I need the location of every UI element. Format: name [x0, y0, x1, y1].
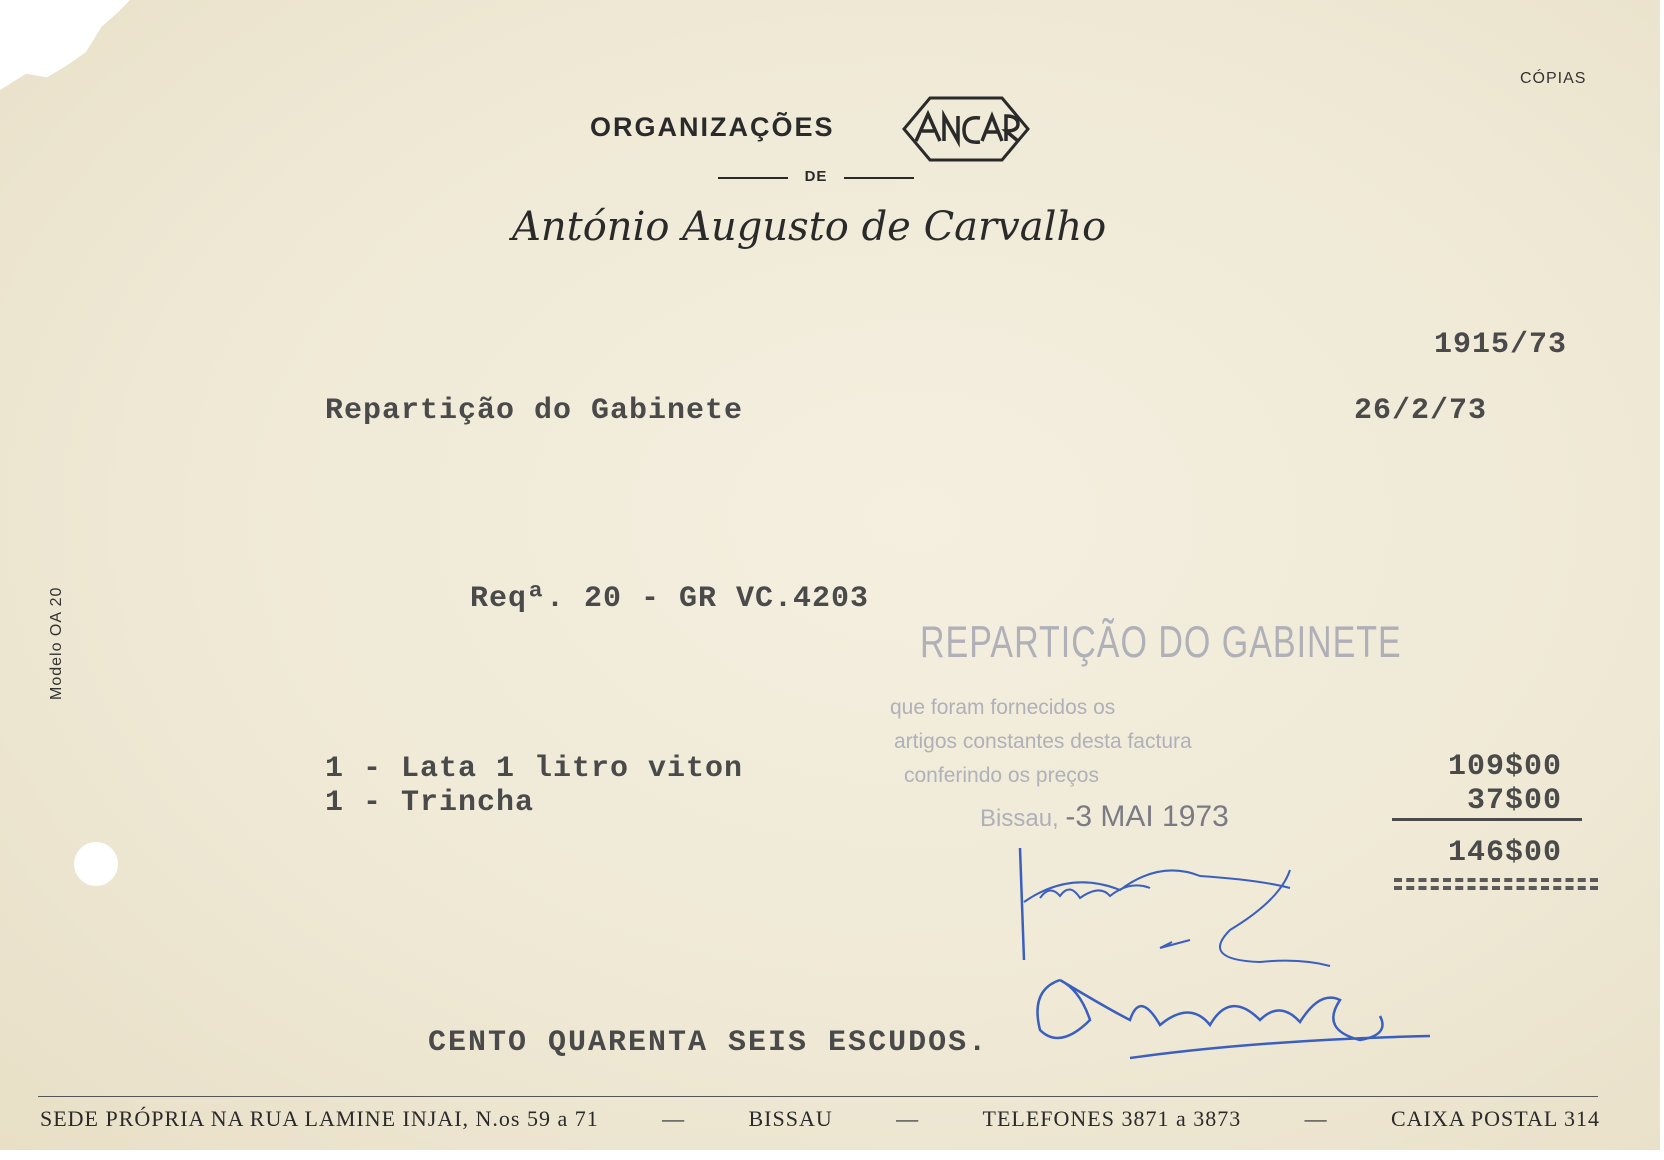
stamp-date-line [980, 800, 1229, 834]
footer-address [40, 1106, 1600, 1132]
footer-rule [38, 1096, 1598, 1097]
stamp-place: Bissau, [980, 805, 1059, 832]
line-item-amount: 109$00 [1447, 750, 1562, 784]
footer-separator: — [896, 1106, 920, 1131]
form-model-label: Modelo OA 20 [48, 586, 65, 700]
stamp-line: que foram fornecidos os [890, 696, 1116, 719]
invoice-date: 26/2/73 [1354, 394, 1488, 428]
owner-name: António Augusto de Carvalho [512, 204, 1107, 250]
footer-separator: — [662, 1106, 686, 1131]
stamp-date: -3 MAI 1973 [1065, 800, 1229, 833]
torn-corner [0, 0, 130, 90]
invoice-number: 1915/73 [1434, 328, 1568, 362]
stamp-line: conferindo os preços [904, 764, 1099, 787]
amount-in-words: CENTO QUARENTA SEIS ESCUDOS. [428, 1026, 989, 1060]
total-amount: 146$00 [1447, 836, 1562, 870]
footer-separator: — [1304, 1106, 1328, 1131]
requisition-ref: Reqª. 20 - GR VC.4203 [470, 582, 870, 616]
sum-underline [1392, 818, 1582, 821]
stamp-title: REPARTIÇÃO DO GABINETE [920, 618, 1402, 668]
footer-po-box: CAIXA POSTAL 314 [1390, 1106, 1600, 1131]
de-divider [718, 168, 914, 188]
line-item-amount: 37$00 [1466, 784, 1562, 818]
ancar-logo [900, 94, 1032, 164]
handwritten-signatures [960, 840, 1440, 1070]
line-item-description: 1 - Lata 1 litro viton [325, 752, 744, 786]
footer-address-street: SEDE PRÓPRIA NA RUA LAMINE INJAI, N.os 59 a 71 [40, 1106, 599, 1131]
de-rule-right [844, 177, 914, 179]
receipt-stamp [880, 618, 1402, 844]
line-item-description: 1 - Trincha [325, 786, 535, 820]
footer-city: BISSAU [748, 1106, 833, 1131]
footer-phones: TELEFONES 3871 a 3873 [982, 1106, 1242, 1131]
de-label: DE [804, 168, 828, 185]
department: Repartição do Gabinete [325, 394, 744, 428]
copies-label: CÓPIAS [1520, 70, 1587, 87]
stamp-line: artigos constantes desta factura [894, 730, 1192, 753]
punch-hole [74, 842, 118, 886]
organization-title: ORGANIZAÇÕES [590, 112, 835, 142]
